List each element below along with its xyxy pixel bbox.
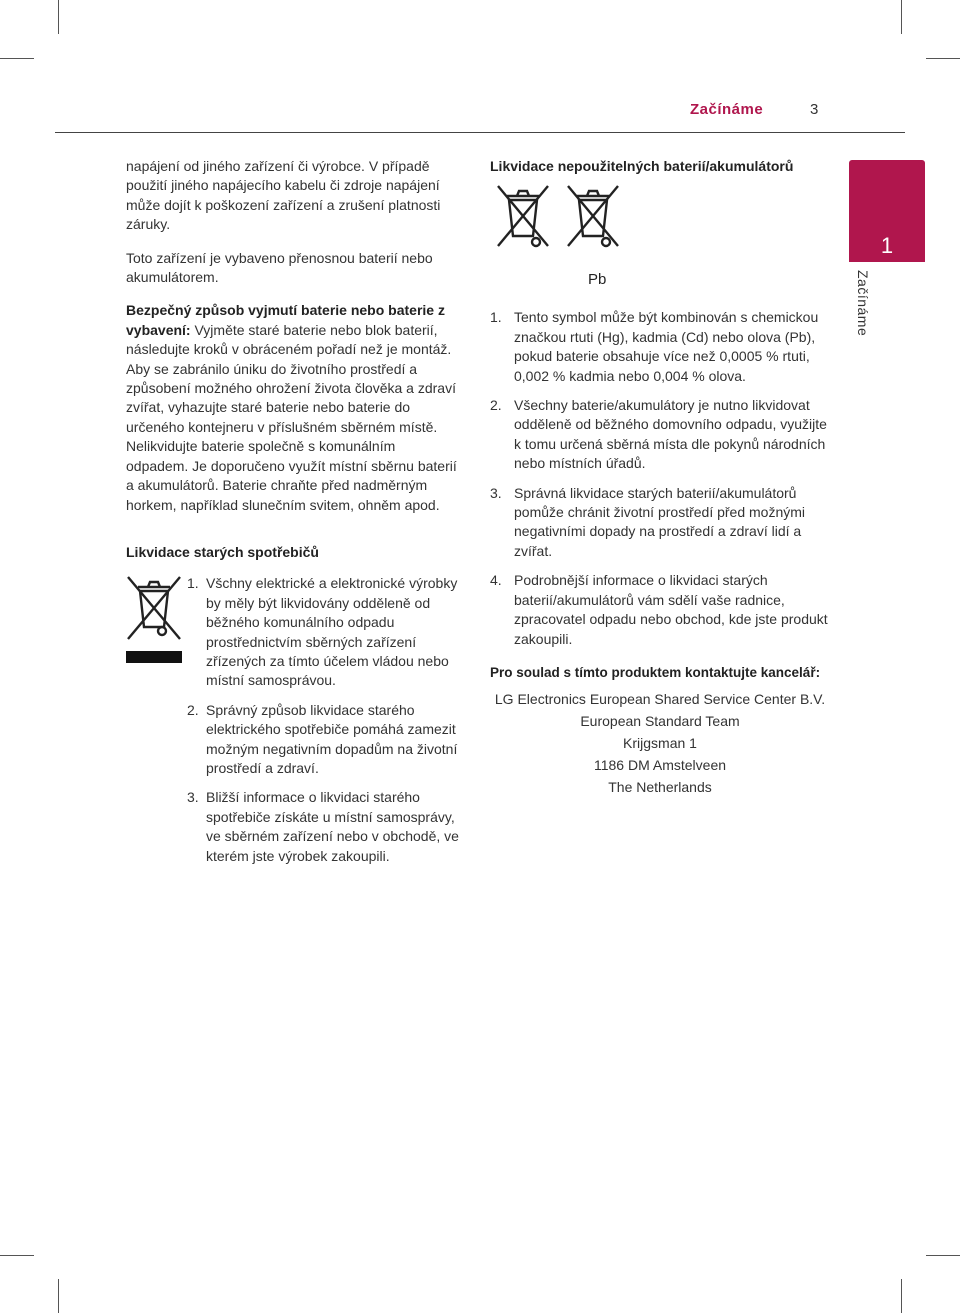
paragraph: Toto zařízení je vybaveno přenosnou baterií nebo akumulátorem. bbox=[126, 249, 433, 286]
left-column bbox=[126, 157, 461, 876]
crop-mark bbox=[901, 0, 902, 34]
crossed-bin-pb-icon bbox=[566, 184, 620, 260]
list-item bbox=[490, 484, 830, 562]
list-item bbox=[490, 571, 830, 649]
list-item bbox=[490, 308, 830, 386]
list-item bbox=[187, 574, 461, 690]
list-item bbox=[490, 396, 830, 474]
list-number: 3. bbox=[187, 789, 199, 806]
crop-mark bbox=[58, 0, 59, 34]
disposal-section bbox=[126, 572, 461, 866]
crop-mark bbox=[0, 1255, 34, 1256]
crop-mark bbox=[926, 58, 960, 59]
crop-mark bbox=[58, 1279, 59, 1313]
list-number: 3. bbox=[490, 484, 502, 501]
battery-list bbox=[490, 308, 830, 649]
address-line: The Netherlands bbox=[608, 779, 712, 796]
list-number: 2. bbox=[187, 701, 199, 718]
page-number: 3 bbox=[810, 101, 819, 118]
list-text: Podrobnější informace o likvidaci starých baterií/akumulátorů vám sdělí vaše radnice, zpracovatel odpadu nebo obchod, kde jste produkt zakoupili. bbox=[514, 572, 828, 647]
list-text: Tento symbol může být kombinován s chemickou značkou rtuti (Hg), kadmia (Cd) nebo olova (Pb), pokud baterie obsahuje více než 0,0005 % rtuti, 0,002 % kadmia nebo 0,004 % olova. bbox=[514, 309, 819, 384]
disposal-heading: Likvidace starých spotřebičů bbox=[126, 543, 319, 560]
crop-mark bbox=[926, 1255, 960, 1256]
list-number: 2. bbox=[490, 397, 502, 414]
battery-disposal-heading: Likvidace nepoužitelných baterií/akumulátorů bbox=[490, 158, 794, 174]
list-number: 4. bbox=[490, 572, 502, 589]
list-text: Správný způsob likvidace starého elektrického spotřebiče pomáhá zamezit možným negativním dopadům na životní prostředí a zdraví. bbox=[206, 701, 458, 776]
list-text: Bližší informace o likvidaci starého spotřebiče získáte u místní samosprávy, ve sběrném zařízení nebo v obchodě, ve kterém jste výrobek zakoupili. bbox=[206, 789, 459, 864]
list-text: Všechny baterie/akumulátory je nutno likvidovat odděleně od běžného domovního odpadu, využijte k tomu určená sběrná místa dle pokynů národních nebo místních úřadů. bbox=[514, 397, 827, 472]
list-number: 1. bbox=[490, 309, 502, 326]
header-rule bbox=[55, 132, 905, 133]
crossed-bin-icon bbox=[496, 184, 550, 260]
list-text: Všchny elektrické a elektronické výrobky by měly být likvidovány odděleně od běžného komunálního odpadu prostřednictvím sběrných zařízení zřízených za tímto účelem vládou nebo místní samosprávou. bbox=[206, 575, 458, 689]
address-line: Krijgsman 1 bbox=[623, 735, 697, 752]
list-item bbox=[187, 788, 461, 866]
disposal-list bbox=[187, 572, 461, 866]
header-title: Začínáme bbox=[690, 101, 764, 118]
list-number: 1. bbox=[187, 575, 199, 592]
address-line: 1186 DM Amstelveen bbox=[593, 757, 727, 774]
right-column bbox=[490, 157, 830, 798]
contact-address bbox=[490, 688, 830, 798]
pb-label: Pb bbox=[588, 271, 607, 289]
paragraph: napájení od jiného zařízení či výrobce. V případě použití jiného napájecího kabelu či zdroje napájení může dojít k poškození zařízení a zrušení platnosti záruky. bbox=[126, 158, 441, 233]
crop-mark bbox=[901, 1279, 902, 1313]
contact-heading: Pro soulad s tímto produktem kontaktujte kancelář: bbox=[490, 664, 821, 680]
battery-removal-paragraph bbox=[126, 301, 461, 514]
chapter-number: 1 bbox=[880, 233, 894, 258]
battery-symbols bbox=[490, 184, 830, 289]
crop-mark bbox=[0, 58, 34, 59]
battery-removal-lead: Bezpečný způsob vyjmutí baterie nebo baterie z vybavení: bbox=[126, 302, 445, 338]
list-item bbox=[187, 701, 461, 779]
chapter-label: Začínáme bbox=[855, 270, 871, 337]
address-line: LG Electronics European Shared Service Center B.V. bbox=[494, 691, 826, 708]
battery-removal-text: Vyjměte staré baterie nebo blok baterií, následujte kroků v obráceném pořadí než je montáž. Aby se zabránilo úniku do životního prostředí a způsobení možného ohrožení života člověka a zdraví zvířat, vyhazujte staré baterie nebo baterie do určeného kontejneru v příslušném sběrném místě. Nelikvidujte baterie společně s komunálním odpadem. Je doporučeno využít místní sběrnu baterií a akumulátorů. Baterie chraňte před nadměrným horkem, například slunečním svitem, ohněm apod. bbox=[126, 321, 457, 513]
list-text: Správná likvidace starých baterií/akumulátorů pomůže chránit životní prostředí před možnými negativními dopady na prostředí a zdraví lidí a zvířat. bbox=[514, 484, 806, 559]
weee-crossed-bin-icon bbox=[126, 575, 182, 671]
address-line: European Standard Team bbox=[580, 713, 740, 730]
